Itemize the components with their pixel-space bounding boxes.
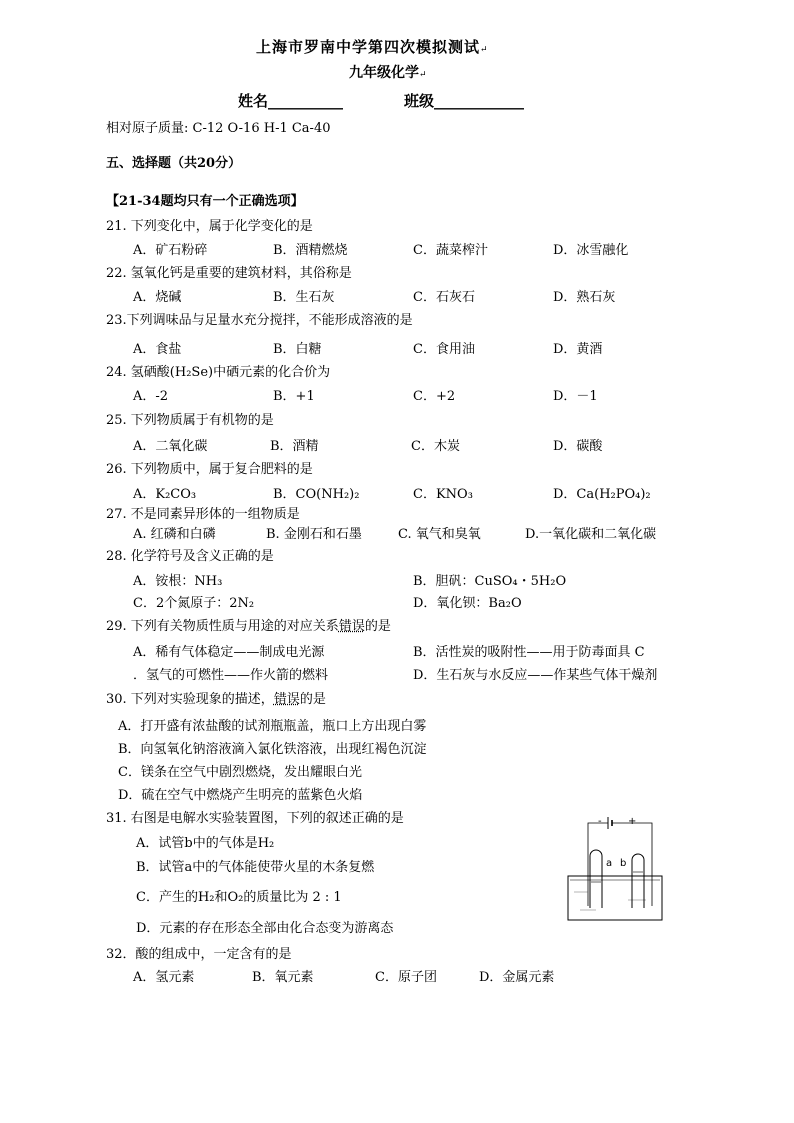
question-28-option-a: A．铵根：NH₃	[133, 574, 223, 589]
question-25-option-d: D．碳酸	[553, 439, 603, 454]
question-29-option-d: D．生石灰与水反应——作某些气体干燥剂	[413, 668, 658, 683]
question-24-option-c: C．+2	[413, 389, 456, 404]
question-32-option-b: B．氧元素	[252, 970, 314, 985]
question-31-stem: 31. 右图是电解水实验装置图，下列的叙述正确的是	[106, 811, 404, 826]
question-25-option-b: B．酒精	[270, 439, 319, 454]
question-32-stem: 32．酸的组成中，一定含有的是	[106, 947, 292, 962]
atomic-mass-line: 相对原子质量: C-12 O-16 H-1 Ca-40	[106, 121, 331, 136]
wire-left	[588, 823, 608, 906]
question-26-option-c: C．KNO₃	[413, 487, 473, 502]
question-24-option-b: B．+1	[273, 389, 315, 404]
question-30-option-a: A．打开盛有浓盐酸的试剂瓶瓶盖，瓶口上方出现白雾	[118, 719, 427, 734]
water-trough	[568, 876, 662, 920]
question-27-option-d: D.一氧化碳和二氧化碳	[525, 527, 657, 542]
question-27-option-b: B. 金刚石和石墨	[266, 527, 362, 542]
question-23-option-d: D．黄酒	[553, 342, 603, 357]
question-32-option-d: D．金属元素	[479, 970, 555, 985]
question-28-option-c: C．2个氮原子：2N₂	[133, 596, 255, 611]
question-30-option-b: B．向氢氧化钠溶液滴入氯化铁溶液，出现红褐色沉淀	[118, 742, 427, 757]
question-22-option-b: B．生石灰	[273, 290, 335, 305]
question-29-stem: 29. 下列有关物质性质与用途的对应关系错误的是	[106, 619, 391, 634]
question-21-stem: 21. 下列变化中，属于化学变化的是	[106, 219, 313, 234]
test-tube-a	[590, 850, 602, 908]
question-21-option-b: B．酒精燃烧	[273, 243, 348, 258]
class-field-label: 班级____________	[404, 92, 525, 110]
question-32-option-a: A．氢元素	[133, 970, 195, 985]
question-29-option-c: ．氢气的可燃性——作火箭的燃料	[133, 668, 329, 683]
question-32-option-c: C．原子团	[375, 970, 437, 985]
question-21-option-a: A．矿石粉碎	[133, 243, 208, 258]
electrolysis-apparatus-figure	[566, 812, 666, 924]
tube-b-label: b	[620, 858, 627, 869]
question-26-option-b: B．CO(NH₂)₂	[273, 487, 360, 502]
question-22-option-d: D．熟石灰	[553, 290, 616, 305]
question-21-option-d: D．冰雪融化	[553, 243, 629, 258]
question-30-stem: 30. 下列对实验现象的描述，错误的是	[106, 692, 326, 707]
question-31-option-c: C．产生的H₂和O₂的质量比为 2 : 1	[136, 890, 342, 905]
section-note: 【21-34题均只有一个正确选项】	[106, 194, 304, 209]
question-27-option-a: A. 红磷和白磷	[133, 527, 216, 542]
question-25-stem: 25. 下列物质属于有机物的是	[106, 413, 274, 428]
grade-title: 九年级化学↵	[349, 65, 427, 81]
question-26-option-a: A．K₂CO₃	[133, 487, 197, 502]
question-21-option-c: C．蔬菜榨汁	[413, 243, 488, 258]
question-23-stem: 23.下列调味品与足量水充分搅拌，不能形成溶液的是	[106, 313, 413, 328]
question-24-option-a: A．-2	[133, 389, 169, 404]
question-23-option-a: A．食盐	[133, 342, 182, 357]
question-22-option-a: A．烧碱	[133, 290, 182, 305]
question-28-stem: 28. 化学符号及含义正确的是	[106, 549, 274, 564]
question-25-option-c: C．木炭	[411, 439, 460, 454]
question-27-stem: 27. 不是同素异形体的一组物质是	[106, 507, 300, 522]
tube-a-label: a	[606, 858, 613, 869]
question-26-option-d: D．Ca(H₂PO₄)₂	[553, 487, 651, 502]
question-31-option-d: D．元素的存在形态全部由化合态变为游离态	[136, 921, 394, 936]
question-28-option-b: B．胆矾：CuSO₄・5H₂O	[413, 574, 567, 589]
question-25-option-a: A．二氧化碳	[133, 439, 208, 454]
question-31-option-a: A．试管b中的气体是H₂	[136, 836, 275, 851]
question-23-option-b: B．白糖	[273, 342, 322, 357]
question-26-stem: 26. 下列物质中，属于复合肥料的是	[106, 462, 313, 477]
battery-minus-label: -	[598, 816, 602, 827]
question-24-option-d: D．－1	[553, 389, 598, 404]
question-29-option-b: B．活性炭的吸附性——用于防毒面具 C	[413, 645, 645, 660]
question-22-option-c: C．石灰石	[413, 290, 475, 305]
battery-plus-label: +	[628, 816, 637, 827]
name-field-label: 姓名__________	[238, 92, 344, 110]
section-title: 五、选择题（共20分）	[106, 156, 242, 171]
question-22-stem: 22. 氢氧化钙是重要的建筑材料，其俗称是	[106, 266, 352, 281]
exam-title: 上海市罗南中学第四次模拟测试↵	[256, 38, 489, 56]
question-23-option-c: C．食用油	[413, 342, 475, 357]
question-30-option-c: C．镁条在空气中剧烈燃烧，发出耀眼白光	[118, 765, 362, 780]
question-31-option-b: B．试管a中的气体能使带火星的木条复燃	[136, 860, 375, 875]
question-28-option-d: D．氧化钡：Ba₂O	[413, 596, 522, 611]
question-24-stem: 24. 氢硒酸(H₂Se)中硒元素的化合价为	[106, 365, 331, 380]
question-29-option-a: A．稀有气体稳定——制成电光源	[133, 645, 325, 660]
question-30-option-d: D．硫在空气中燃烧产生明亮的蓝紫色火焰	[118, 788, 363, 803]
question-27-option-c: C. 氧气和臭氧	[398, 527, 481, 542]
